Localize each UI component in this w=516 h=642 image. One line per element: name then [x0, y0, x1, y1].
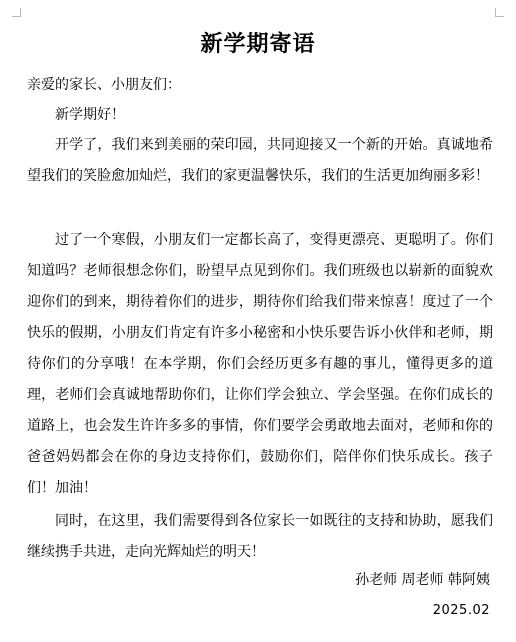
letter-date: 2025.02 [432, 603, 490, 618]
paragraph-parents-support: 同时，在这里，我们需要得到各位家长一如既往的支持和协助，愿我们继续携手共进，走向光辉灿烂的明天！ [27, 513, 493, 560]
page-title: 新学期寄语 [200, 31, 316, 57]
paragraph-new-start: 开学了，我们来到美丽的荣印园，共同迎接又一个新的开始。真诚地希望我们的笑脸愈加灿烂，我们的家更温馨快乐，我们的生活更加绚丽多彩！ [27, 137, 493, 184]
letter-signers: 孙老师 周老师 韩阿姨 [355, 572, 490, 588]
page-corner-mark-right [495, 8, 504, 17]
letter-greeting: 亲爱的家长、小朋友们： [27, 77, 181, 93]
paragraph-winter-break: 过了一个寒假，小朋友们一定都长高了，变得更漂亮、更聪明了。你们知道吗？老师很想念你们，盼望早点见到你们。我们班级也以崭新的面貌欢迎你们的到来，期待着你们的进步，期待你们给我们带来惊喜！度过了一个快乐的假期，小朋友们肯定有许多小秘密和小快乐要告诉小伙伴和老师，期待你们的分享哦！在本学期，你们会经历更多有趣的事儿，懂得更多的道理，老师们会真诚地帮助你们，让你们学会独立、学会坚强。在你们成长的道路上，也会发生许许多多的事情，你们要学会勇敢地去面对，老师和你的爸爸妈妈都会在你的身边支持你们，鼓励你们，陪伴你们快乐成长。孩子们！加油！ [27, 232, 493, 496]
page-corner-mark-left [12, 8, 21, 17]
paragraph-opening: 新学期好！ [55, 107, 125, 123]
